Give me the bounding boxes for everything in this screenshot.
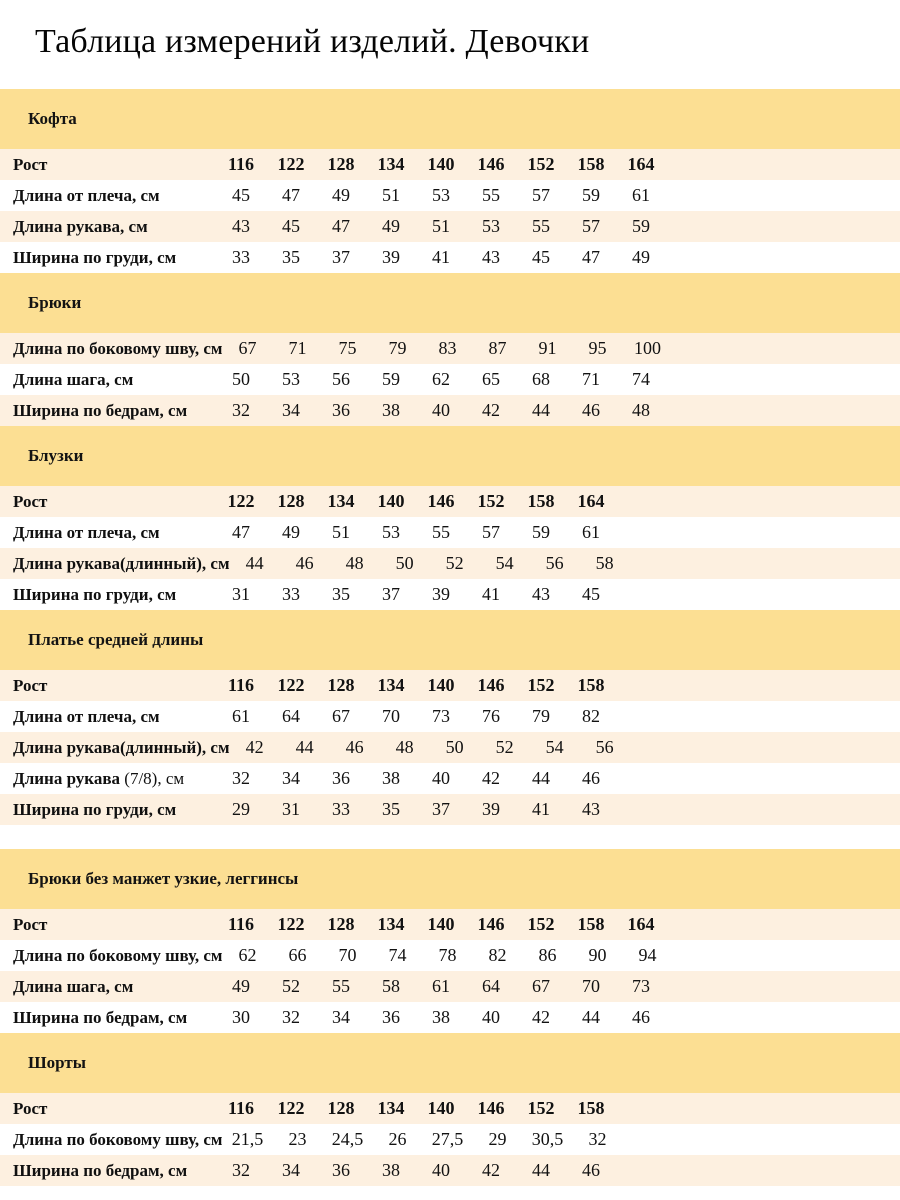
table-row	[0, 794, 900, 825]
value-cell: 90	[588, 945, 607, 965]
row-label-main: Длина рукава, см	[13, 216, 148, 236]
value-cell: 50	[445, 737, 464, 757]
value-cell: 91	[538, 338, 557, 358]
value-cell: 33	[232, 247, 250, 267]
value-cell: 51	[332, 522, 350, 542]
value-cell: 35	[382, 799, 400, 819]
value-cell: 61	[232, 706, 250, 726]
row-label	[13, 946, 223, 966]
table-row	[0, 732, 900, 763]
row-label-main: Длина по боковому шву, см	[13, 338, 223, 358]
value-cell: 134	[377, 154, 405, 174]
value-cell: 152	[527, 675, 555, 695]
value-cell: 40	[432, 768, 450, 788]
value-cell: 95	[588, 338, 607, 358]
value-cell: 42	[482, 1160, 500, 1180]
value-cell: 45	[532, 247, 550, 267]
value-cell: 32	[232, 400, 250, 420]
value-cell: 76	[482, 706, 500, 726]
value-cell: 33	[332, 799, 350, 819]
sections-container	[0, 89, 900, 1186]
value-cell: 55	[432, 522, 450, 542]
value-cell: 42	[245, 737, 264, 757]
value-cell: 33	[282, 584, 300, 604]
row-label-main: Рост	[13, 491, 48, 511]
value-cell: 55	[482, 185, 500, 205]
value-cell: 44	[295, 737, 314, 757]
value-cell: 36	[382, 1007, 400, 1027]
row-label	[13, 915, 216, 935]
row-label	[13, 217, 216, 237]
value-cell: 37	[432, 799, 450, 819]
product-section	[0, 1033, 900, 1186]
value-cell: 59	[382, 369, 400, 389]
value-cell: 46	[632, 1007, 650, 1027]
value-cell: 140	[377, 491, 405, 511]
value-cell: 70	[582, 976, 600, 996]
value-cell: 51	[432, 216, 450, 236]
table-row	[0, 579, 900, 610]
value-cell: 146	[477, 1098, 505, 1118]
value-cell: 146	[477, 914, 505, 934]
value-cell: 45	[582, 584, 600, 604]
value-cell: 73	[632, 976, 650, 996]
value-cell: 29	[232, 799, 250, 819]
value-cell: 66	[288, 945, 307, 965]
value-cell: 53	[282, 369, 300, 389]
section-title: Шорты	[28, 1053, 87, 1072]
value-cell: 56	[595, 737, 614, 757]
value-cell: 34	[282, 768, 300, 788]
value-cell: 134	[327, 491, 355, 511]
value-cell: 79	[532, 706, 550, 726]
row-label	[13, 554, 230, 574]
row-label-main: Рост	[13, 914, 48, 934]
value-cell: 62	[238, 945, 257, 965]
row-label-main: Рост	[13, 154, 48, 174]
value-cell: 49	[382, 216, 400, 236]
value-cell: 67	[238, 338, 257, 358]
table-row	[0, 211, 900, 242]
value-cell: 55	[332, 976, 350, 996]
value-cell: 158	[577, 914, 605, 934]
value-cell: 32	[232, 768, 250, 788]
row-label	[13, 769, 216, 789]
row-label	[13, 1130, 223, 1150]
value-cell: 40	[432, 400, 450, 420]
value-cell: 47	[582, 247, 600, 267]
value-cell: 59	[532, 522, 550, 542]
value-cell: 44	[532, 1160, 550, 1180]
value-cell: 164	[627, 914, 655, 934]
value-cell: 53	[382, 522, 400, 542]
product-section	[0, 273, 900, 426]
value-cell: 51	[382, 185, 400, 205]
row-label-main: Длина шага, см	[13, 369, 134, 389]
value-cell: 140	[427, 675, 455, 695]
row-label-main: Рост	[13, 675, 48, 695]
value-cell: 158	[577, 675, 605, 695]
row-label	[13, 800, 216, 820]
value-cell: 38	[382, 768, 400, 788]
value-cell: 122	[277, 1098, 305, 1118]
row-label	[13, 492, 216, 512]
value-cell: 75	[338, 338, 357, 358]
row-label	[13, 339, 223, 359]
row-label	[13, 186, 216, 206]
value-cell: 47	[332, 216, 350, 236]
value-cell: 87	[488, 338, 507, 358]
value-cell: 44	[532, 400, 550, 420]
value-cell: 48	[632, 400, 650, 420]
value-cell: 57	[582, 216, 600, 236]
value-cell: 128	[327, 675, 355, 695]
value-cell: 54	[495, 553, 514, 573]
value-cell: 52	[282, 976, 300, 996]
value-cell: 152	[527, 914, 555, 934]
row-label	[13, 401, 216, 421]
value-cell: 34	[282, 1160, 300, 1180]
row-label-main: Ширина по бедрам, см	[13, 1007, 188, 1027]
section-title: Блузки	[28, 446, 84, 465]
value-cell: 74	[632, 369, 650, 389]
table-row	[0, 1124, 900, 1155]
value-cell: 23	[288, 1129, 307, 1149]
product-section	[0, 426, 900, 610]
value-cell: 45	[282, 216, 300, 236]
section-rows	[0, 486, 900, 610]
value-cell: 64	[482, 976, 500, 996]
table-row	[0, 909, 900, 940]
section-header	[0, 89, 900, 149]
value-cell: 57	[482, 522, 500, 542]
value-cell: 73	[432, 706, 450, 726]
row-label-main: Длина рукава(длинный), см	[13, 737, 230, 757]
value-cell: 122	[277, 154, 305, 174]
section-header	[0, 426, 900, 486]
row-label-main: Ширина по бедрам, см	[13, 1160, 188, 1180]
value-cell: 49	[282, 522, 300, 542]
value-cell: 43	[482, 247, 500, 267]
section-rows	[0, 909, 900, 1033]
value-cell: 46	[582, 768, 600, 788]
row-label	[13, 155, 216, 175]
value-cell: 56	[332, 369, 350, 389]
value-cell: 68	[532, 369, 550, 389]
table-row	[0, 149, 900, 180]
value-cell: 42	[482, 400, 500, 420]
value-cell: 32	[588, 1129, 607, 1149]
value-cell: 34	[332, 1007, 350, 1027]
value-cell: 24,5	[331, 1129, 364, 1149]
value-cell: 36	[332, 1160, 350, 1180]
value-cell: 71	[288, 338, 307, 358]
section-header	[0, 273, 900, 333]
value-cell: 62	[432, 369, 450, 389]
value-cell: 58	[595, 553, 614, 573]
product-section	[0, 849, 900, 1033]
value-cell: 59	[632, 216, 650, 236]
value-cell: 116	[227, 914, 254, 934]
table-row	[0, 242, 900, 273]
value-cell: 44	[245, 553, 264, 573]
value-cell: 49	[332, 185, 350, 205]
value-cell: 50	[395, 553, 414, 573]
table-row	[0, 971, 900, 1002]
row-label-main: Длина от плеча, см	[13, 522, 160, 542]
value-cell: 39	[482, 799, 500, 819]
value-cell: 49	[632, 247, 650, 267]
row-label	[13, 738, 230, 758]
section-header	[0, 1033, 900, 1093]
value-cell: 61	[582, 522, 600, 542]
value-cell: 45	[232, 185, 250, 205]
value-cell: 30	[232, 1007, 250, 1027]
value-cell: 82	[488, 945, 507, 965]
table-row	[0, 1093, 900, 1124]
value-cell: 59	[582, 185, 600, 205]
value-cell: 134	[377, 675, 405, 695]
product-section	[0, 89, 900, 273]
row-label-main: Длина от плеча, см	[13, 185, 160, 205]
page-title: Таблица измерений изделий. Девочки	[35, 23, 590, 60]
value-cell: 54	[545, 737, 564, 757]
value-cell: 128	[277, 491, 305, 511]
value-cell: 164	[577, 491, 605, 511]
value-cell: 42	[482, 768, 500, 788]
value-cell: 57	[532, 185, 550, 205]
value-cell: 49	[232, 976, 250, 996]
value-cell: 146	[427, 491, 455, 511]
value-cell: 21,5	[231, 1129, 264, 1149]
table-row	[0, 395, 900, 426]
value-cell: 164	[627, 154, 655, 174]
value-cell: 122	[277, 914, 305, 934]
value-cell: 36	[332, 400, 350, 420]
value-cell: 79	[388, 338, 407, 358]
row-label-main: Ширина по бедрам, см	[13, 400, 188, 420]
row-label-main: Длина рукава	[13, 768, 125, 788]
value-cell: 38	[432, 1007, 450, 1027]
value-cell: 38	[382, 400, 400, 420]
value-cell: 32	[282, 1007, 300, 1027]
value-cell: 46	[582, 1160, 600, 1180]
value-cell: 56	[545, 553, 564, 573]
value-cell: 78	[438, 945, 457, 965]
value-cell: 146	[477, 675, 505, 695]
table-row	[0, 763, 900, 794]
value-cell: 74	[388, 945, 407, 965]
value-cell: 31	[232, 584, 250, 604]
value-cell: 34	[282, 400, 300, 420]
value-cell: 158	[527, 491, 555, 511]
table-row	[0, 670, 900, 701]
value-cell: 65	[482, 369, 500, 389]
value-cell: 44	[582, 1007, 600, 1027]
table-row	[0, 333, 900, 364]
section-rows	[0, 1093, 900, 1186]
value-cell: 48	[395, 737, 414, 757]
value-cell: 134	[377, 1098, 405, 1118]
value-cell: 128	[327, 154, 355, 174]
table-row	[0, 180, 900, 211]
value-cell: 41	[532, 799, 550, 819]
value-cell: 52	[445, 553, 464, 573]
value-cell: 41	[432, 247, 450, 267]
row-label-main: Длина рукава(длинный), см	[13, 553, 230, 573]
section-title: Брюки без манжет узкие, леггинсы	[28, 869, 299, 888]
table-row	[0, 701, 900, 732]
row-label-main: Длина от плеча, см	[13, 706, 160, 726]
value-cell: 43	[232, 216, 250, 236]
value-cell: 64	[282, 706, 300, 726]
table-row	[0, 1155, 900, 1186]
value-cell: 44	[532, 768, 550, 788]
value-cell: 40	[482, 1007, 500, 1027]
value-cell: 52	[495, 737, 514, 757]
section-title: Платье средней длины	[28, 630, 204, 649]
value-cell: 39	[382, 247, 400, 267]
value-cell: 37	[382, 584, 400, 604]
value-cell: 122	[277, 675, 305, 695]
value-cell: 146	[477, 154, 505, 174]
value-cell: 67	[332, 706, 350, 726]
value-cell: 140	[427, 914, 455, 934]
value-cell: 50	[232, 369, 250, 389]
row-label	[13, 1161, 216, 1181]
section-rows	[0, 333, 900, 426]
value-cell: 53	[432, 185, 450, 205]
value-cell: 140	[427, 1098, 455, 1118]
row-label	[13, 977, 216, 997]
product-section	[0, 610, 900, 825]
section-header	[0, 610, 900, 670]
row-label-main: Ширина по груди, см	[13, 799, 177, 819]
value-cell: 83	[438, 338, 457, 358]
value-cell: 100	[634, 338, 661, 358]
value-cell: 140	[427, 154, 455, 174]
value-cell: 30,5	[531, 1129, 564, 1149]
value-cell: 35	[282, 247, 300, 267]
value-cell: 55	[532, 216, 550, 236]
value-cell: 48	[345, 553, 364, 573]
value-cell: 86	[538, 945, 557, 965]
value-cell: 46	[345, 737, 364, 757]
row-label	[13, 707, 216, 727]
value-cell: 70	[382, 706, 400, 726]
table-row	[0, 940, 900, 971]
value-cell: 116	[227, 154, 254, 174]
value-cell: 43	[532, 584, 550, 604]
value-cell: 53	[482, 216, 500, 236]
row-label-main: Длина шага, см	[13, 976, 134, 996]
row-label	[13, 248, 216, 268]
row-label	[13, 1099, 216, 1119]
page-header	[0, 0, 900, 89]
value-cell: 158	[577, 154, 605, 174]
value-cell: 152	[527, 154, 555, 174]
value-cell: 46	[295, 553, 314, 573]
value-cell: 39	[432, 584, 450, 604]
value-cell: 37	[332, 247, 350, 267]
value-cell: 128	[327, 914, 355, 934]
section-header	[0, 849, 900, 909]
value-cell: 70	[338, 945, 357, 965]
value-cell: 128	[327, 1098, 355, 1118]
row-label	[13, 370, 216, 390]
value-cell: 29	[488, 1129, 507, 1149]
value-cell: 31	[282, 799, 300, 819]
row-label	[13, 1008, 216, 1028]
table-row	[0, 364, 900, 395]
value-cell: 42	[532, 1007, 550, 1027]
value-cell: 152	[527, 1098, 555, 1118]
value-cell: 134	[377, 914, 405, 934]
table-row	[0, 1002, 900, 1033]
value-cell: 41	[482, 584, 500, 604]
table-row	[0, 517, 900, 548]
value-cell: 36	[332, 768, 350, 788]
value-cell: 40	[432, 1160, 450, 1180]
value-cell: 158	[577, 1098, 605, 1118]
value-cell: 35	[332, 584, 350, 604]
value-cell: 152	[477, 491, 505, 511]
value-cell: 122	[227, 491, 255, 511]
value-cell: 82	[582, 706, 600, 726]
value-cell: 61	[632, 185, 650, 205]
value-cell: 26	[388, 1129, 407, 1149]
value-cell: 47	[232, 522, 250, 542]
value-cell: 58	[382, 976, 400, 996]
value-cell: 94	[638, 945, 657, 965]
row-label-main: Рост	[13, 1098, 48, 1118]
row-label	[13, 676, 216, 696]
table-row	[0, 548, 900, 579]
value-cell: 61	[432, 976, 450, 996]
row-label-main: Ширина по груди, см	[13, 247, 177, 267]
section-title: Кофта	[28, 109, 77, 128]
row-label	[13, 585, 216, 605]
value-cell: 116	[227, 675, 254, 695]
section-rows	[0, 149, 900, 273]
value-cell: 32	[232, 1160, 250, 1180]
row-label-main: Длина по боковому шву, см	[13, 945, 223, 965]
value-cell: 47	[282, 185, 300, 205]
table-row	[0, 486, 900, 517]
row-label-main: Длина по боковому шву, см	[13, 1129, 223, 1149]
value-cell: 27,5	[431, 1129, 464, 1149]
value-cell: 67	[532, 976, 550, 996]
value-cell: 116	[227, 1098, 254, 1118]
row-label-main: Ширина по груди, см	[13, 584, 177, 604]
row-label	[13, 523, 216, 543]
value-cell: 38	[382, 1160, 400, 1180]
section-rows	[0, 670, 900, 825]
value-cell: 71	[582, 369, 600, 389]
value-cell: 43	[582, 799, 600, 819]
section-title: Брюки	[28, 293, 82, 312]
row-label-suffix: (7/8), см	[124, 768, 185, 788]
value-cell: 46	[582, 400, 600, 420]
